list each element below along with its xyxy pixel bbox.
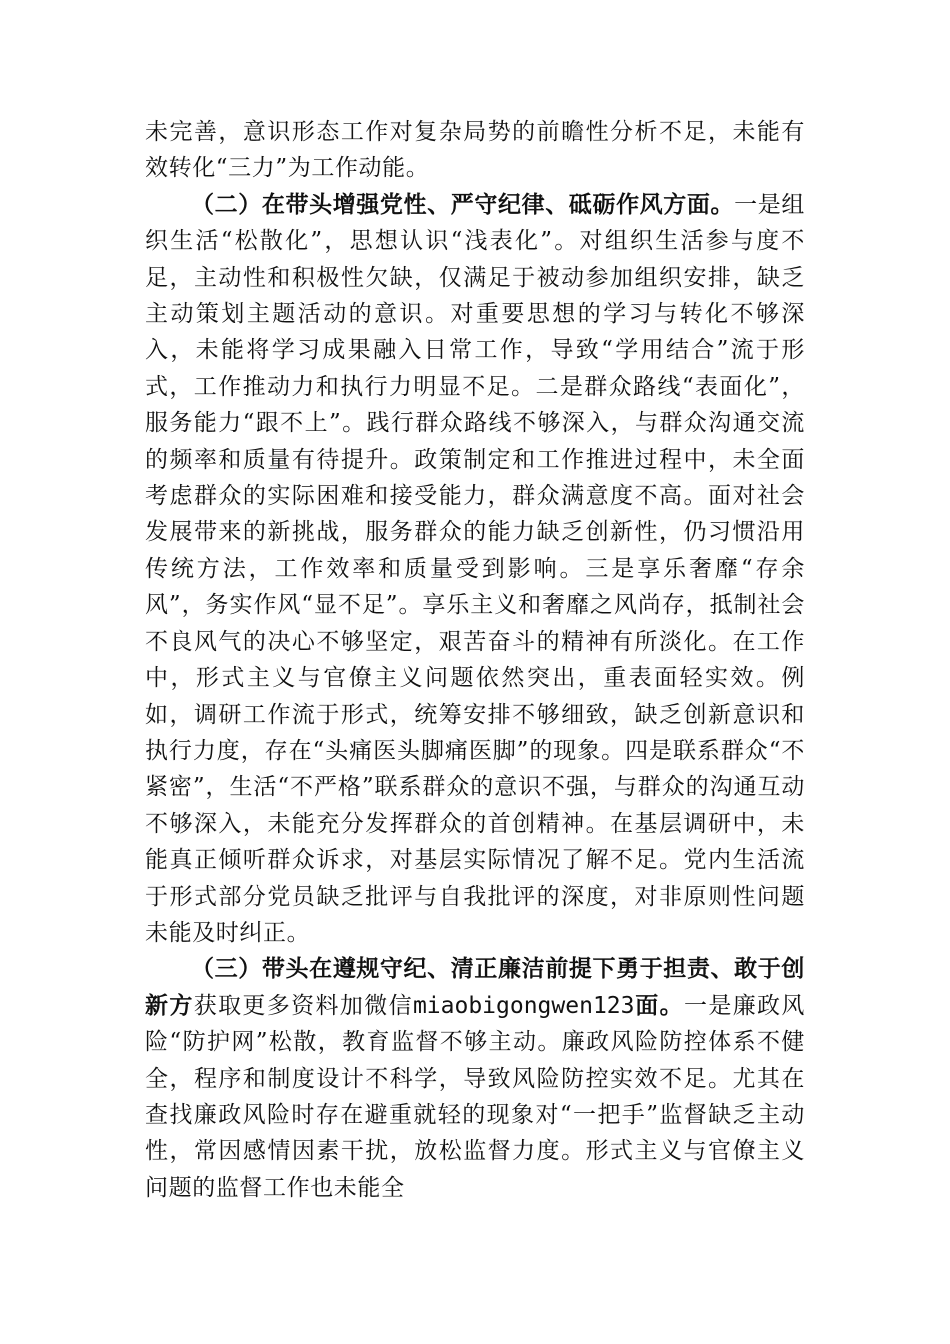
section-heading-3-part-c: 面。 bbox=[634, 992, 684, 1019]
paragraph-text: 未完善，意识形态工作对复杂局势的前瞻性分析不足，未能有效转化“三力”为工作动能。 bbox=[145, 119, 805, 182]
paragraph-section-2 bbox=[145, 187, 805, 952]
paragraph-text: 一是组织生活“松散化”，思想认识“浅表化”。对组织生活参与度不足，主动性和积极性欠缺，仅满足于被动参加组织安排，缺乏主动策划主题活动的意识。对重要思想的学习与转化不够深入，未能将学习成果融入日常工作，导致“学用结合”流于形式，工作推动力和执行力明显不足。二是群众路线“表面化”，服务能力“跟不上”。践行群众路线不够深入，与群众沟通交流的频率和质量有待提升。政策制定和工作推进过程中，未全面考虑群众的实际困难和接受能力，群众满意度不高。面对社会发展带来的新挑战，服务群众的能力缺乏创新性，仍习惯沿用传统方法，工作效率和质量受到影响。三是享乐奢靡“存余风”，务实作风“显不足”。享乐主义和奢靡之风尚存，抵制社会不良风气的决心不够坚定，艰苦奋斗的精神有所淡化。在工作中，形式主义与官僚主义问题依然突出，重表面轻实效。例如，调研工作流于形式，统筹安排不够细致，缺乏创新意识和执行力度，存在“头痛医头脚痛医脚”的现象。四是联系群众“不紧密”，生活“不严格”联系群众的意识不强，与群众的沟通互动不够深入，未能充分发挥群众的首创精神。在基层调研中，未能真正倾听群众诉求，对基层实际情况了解不足。党内生活流于形式部分党员缺乏批评与自我批评的深度，对非原则性问题未能及时纠正。 bbox=[145, 191, 805, 946]
watermark-text: 获取更多资料加微信 bbox=[193, 992, 413, 1019]
watermark-id: miaobigongwen123 bbox=[412, 992, 635, 1019]
paragraph-section-3 bbox=[145, 951, 805, 1206]
section-heading-3-part-a: （三）带头在遵规守纪、清正廉洁前提下勇于担责、敢于创新方 bbox=[145, 956, 805, 1019]
section-heading-2: （二）在带头增强党性、严守纪律、砥砺作风方面。 bbox=[191, 191, 735, 218]
paragraph-continuation bbox=[145, 114, 805, 187]
paragraph-text: 一是廉政风险“防护网”松散，教育监督不够主动。廉政风险防控体系不健全，程序和制度设计不科学，导致风险防控实效不足。尤其在查找廉政风险时存在避重就轻的现象对“一把手”监督缺乏主动性，常因感情因素干扰，放松监督力度。形式主义与官僚主义问题的监督工作也未能全 bbox=[145, 992, 806, 1201]
document-page bbox=[145, 114, 805, 1206]
